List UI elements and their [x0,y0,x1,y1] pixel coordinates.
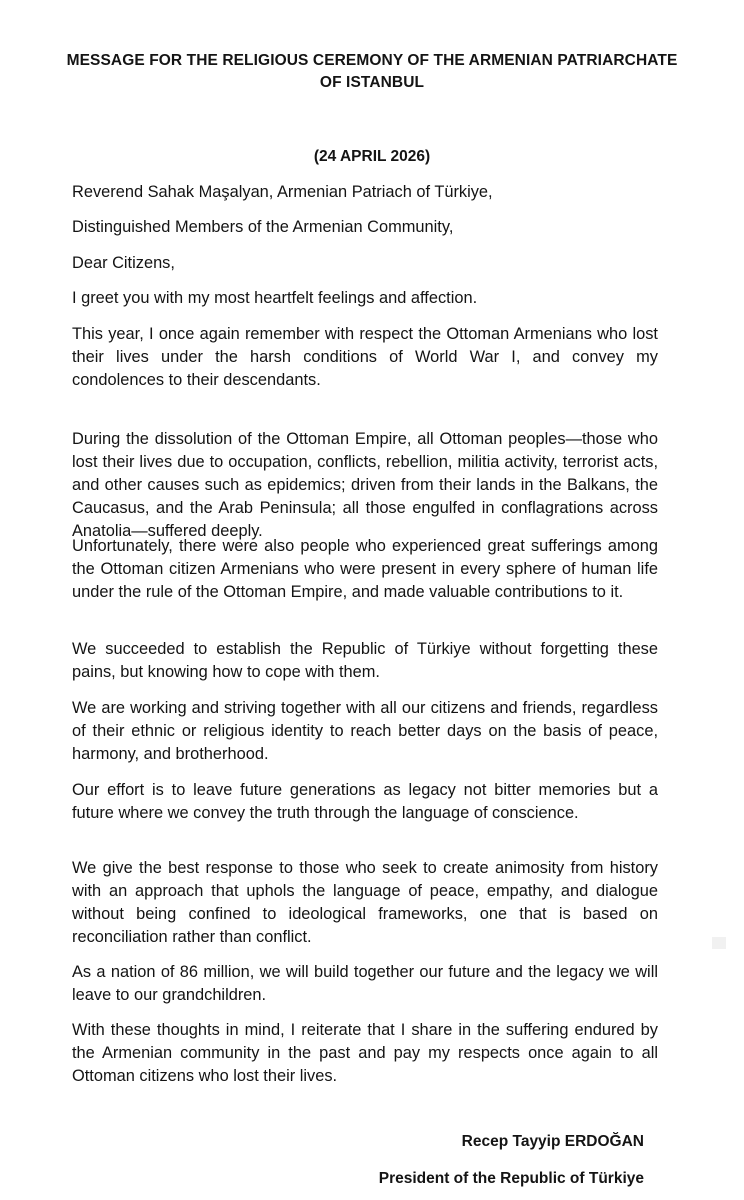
paragraph-greeting: I greet you with my most heartfelt feelings and affection. [72,289,478,307]
paragraph-remembrance: This year, I once again remember with respect the Ottoman Armenians who lost their lives under the harsh conditions of World War I, and convey my condolences to their descendants. [72,325,658,389]
document-date: (24 APRIL 2026) [313,148,431,165]
document-title: MESSAGE FOR THE RELIGIOUS CEREMONY OF THE ARMENIAN PATRIARCHATE OF ISTANBUL [66,52,678,91]
paragraph-sufferings: Unfortunately, there were also people who experienced great sufferings among the Ottoman citizen Armenians who were present in every sphere of human life under the rule of the Ottoman Empire, and made valuable contributions to it. [72,537,658,601]
paragraph-closing: With these thoughts in mind, I reiterate that I share in the suffering endured by the Armenian community in the past and pay my respects once again to all Ottoman citizens who lost their lives. [72,1021,658,1085]
paragraph-nation: As a nation of 86 million, we will build together our future and the legacy we will leave to our grandchildren. [72,963,658,1004]
paragraph-republic: We succeeded to establish the Republic of Türkiye without forgetting these pains, but knowing how to cope with them. [72,640,658,681]
signature-name: Recep Tayyip ERDOĞAN [461,1133,644,1150]
paragraph-response: We give the best response to those who seek to create animosity from history with an approach that uphols the language of peace, empathy, and dialogue without being confined to ideological frameworks, one that is based on reconciliation rather than conflict. [72,859,658,946]
signature-position: President of the Republic of Türkiye [378,1170,644,1187]
paragraph-working-together: We are working and striving together with all our citizens and friends, regardless of their ethnic or religious identity to reach better days on the basis of peace, harmony, and brotherhood. [72,699,658,763]
paragraph-legacy: Our effort is to leave future generations as legacy not bitter memories but a future where we convey the truth through the language of conscience. [72,781,658,822]
salutation-citizens: Dear Citizens, [72,254,175,272]
scan-artifact [712,937,726,949]
salutation-community: Distinguished Members of the Armenian Community, [72,218,454,236]
paragraph-dissolution: During the dissolution of the Ottoman Empire, all Ottoman peoples—those who lost their lives due to occupation, conflicts, rebellion, militia activity, terrorist acts, and other causes such as epidemics; driven from their lands in the Balkans, the Caucasus, and the Arab Peninsula; all those engulfed in conflagrations across Anatolia—suffered deeply. [72,430,658,540]
salutation-patriarch: Reverend Sahak Maşalyan, Armenian Patriach of Türkiye, [72,183,493,201]
